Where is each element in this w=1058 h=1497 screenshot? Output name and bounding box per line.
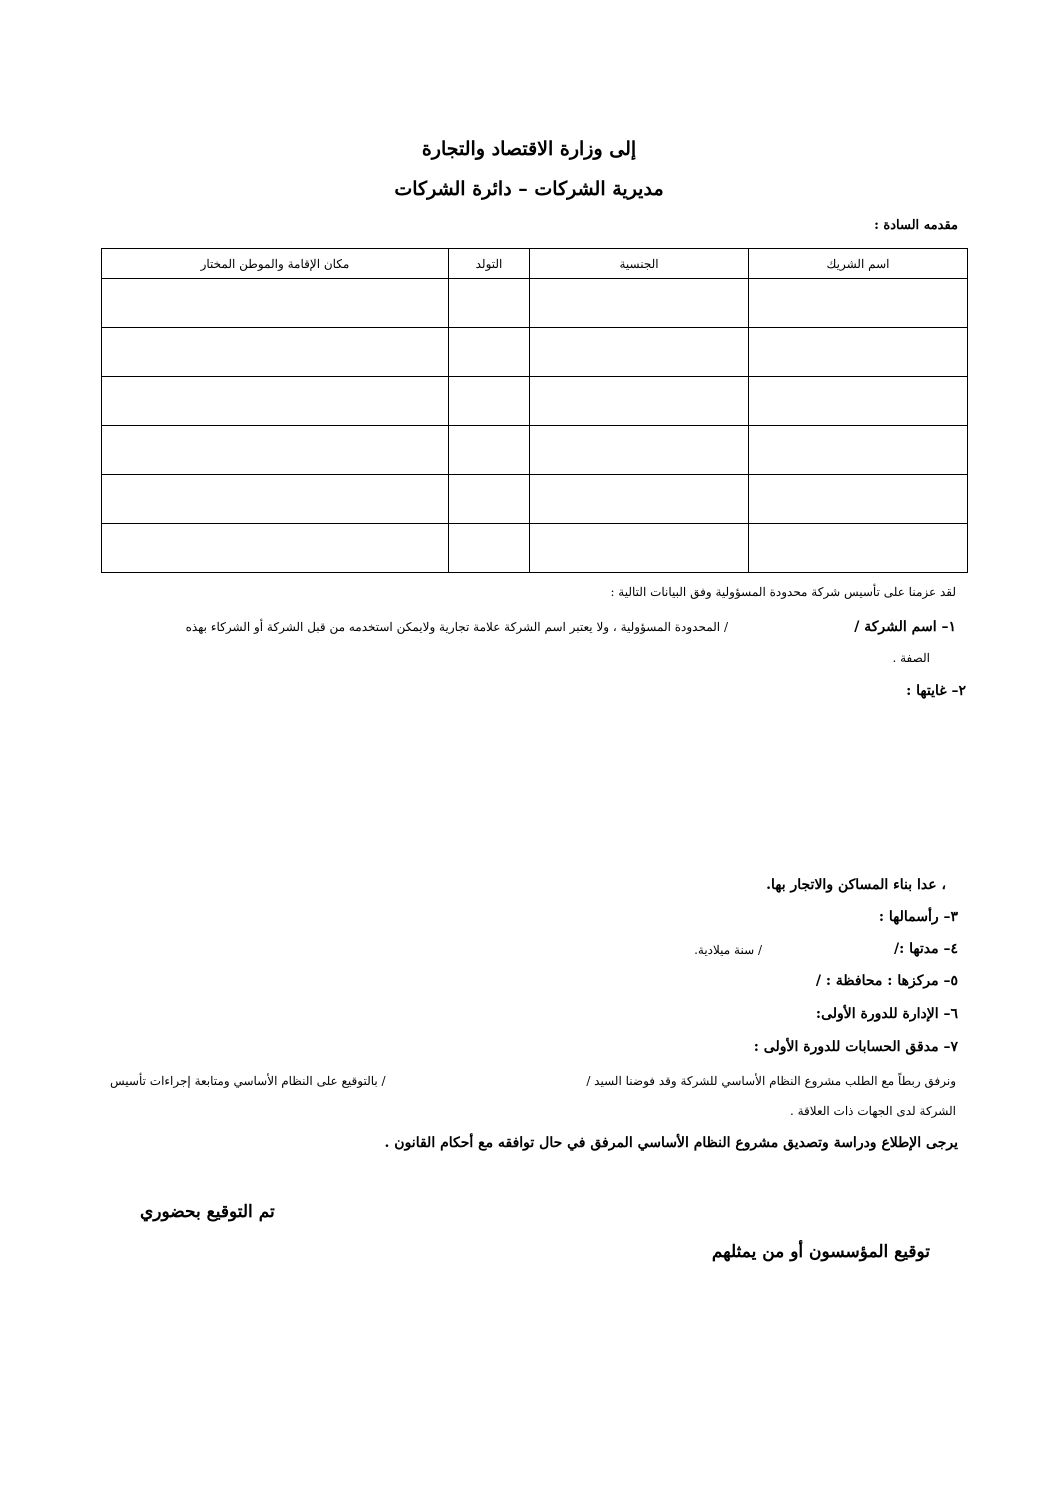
partners-table	[101, 248, 968, 573]
item6-label: ٦– الإدارة للدورة الأولى:	[815, 1006, 958, 1022]
attach-continuation: الشركة لدى الجهات ذات العلاقة .	[789, 1104, 956, 1118]
header-nationality: الجنسية	[530, 249, 749, 279]
table-cell[interactable]	[449, 426, 530, 475]
table-cell[interactable]	[530, 475, 749, 524]
applicants-label: مقدمه السادة :	[874, 218, 958, 233]
table-cell[interactable]	[449, 377, 530, 426]
table-header-row	[102, 249, 968, 279]
item2-tail: ، عدا بناء المساكن والاتجار بها.	[766, 877, 946, 893]
header-line-2: مديرية الشركات – دائرة الشركات	[394, 178, 664, 200]
item4-label: ٤– مدتها :/	[893, 941, 958, 957]
table-row	[102, 475, 968, 524]
request-text: يرجى الإطلاع ودراسة وتصديق مشروع النظام الأساسي المرفق في حال توافقه مع أحكام القانون .	[384, 1135, 958, 1151]
table-row	[102, 328, 968, 377]
table-cell[interactable]	[449, 475, 530, 524]
table-cell[interactable]	[530, 279, 749, 328]
item7-label: ٧– مدقق الحسابات للدورة الأولى :	[753, 1039, 958, 1055]
table-cell[interactable]	[530, 426, 749, 475]
table-cell[interactable]	[749, 524, 968, 573]
founders-signature-label: توقيع المؤسسون أو من يمثلهم	[711, 1242, 930, 1262]
header-partner-name: اسم الشريك	[749, 249, 968, 279]
table-cell[interactable]	[449, 328, 530, 377]
item1-text: / المحدودة المسؤولية ، ولا يعتبر اسم الشركة علامة تجارية ولايمكن استخدمه من قبل الشركة أو الشركاء بهذه	[185, 620, 728, 634]
table-cell[interactable]	[749, 328, 968, 377]
attach-text-1: ونرفق ربطاً مع الطلب مشروع النظام الأساسي للشركة وقد فوضنا السيد /	[586, 1074, 956, 1088]
table-cell[interactable]	[102, 279, 449, 328]
table-cell[interactable]	[530, 328, 749, 377]
attach-text-2: / بالتوقيع على النظام الأساسي ومتابعة إجراءات تأسيس	[110, 1074, 386, 1088]
table-cell[interactable]	[449, 279, 530, 328]
header-residence: مكان الإقامة والموطن المختار	[102, 249, 449, 279]
table-cell[interactable]	[749, 279, 968, 328]
table-cell[interactable]	[102, 328, 449, 377]
table-cell[interactable]	[749, 377, 968, 426]
item2-label: ٢– غايتها :	[906, 683, 966, 699]
table-cell[interactable]	[449, 524, 530, 573]
table-row	[102, 426, 968, 475]
signed-presence-label: تم التوقيع بحضوري	[140, 1202, 275, 1222]
table-cell[interactable]	[102, 426, 449, 475]
table-cell[interactable]	[530, 377, 749, 426]
table-cell[interactable]	[102, 475, 449, 524]
item5-label: ٥– مركزها : محافظة : /	[815, 973, 958, 989]
item4-text: / سنة ميلادية.	[694, 943, 762, 957]
table-row	[102, 524, 968, 573]
item3-label: ٣– رأسمالها :	[878, 909, 958, 925]
item1-label: ١– اسم الشركة /	[854, 619, 956, 635]
intro-text: لقد عزمنا على تأسيس شركة محدودة المسؤولية وفق البيانات التالية :	[610, 585, 956, 599]
item1-continuation: الصفة .	[892, 651, 930, 665]
table-cell[interactable]	[530, 524, 749, 573]
table-row	[102, 279, 968, 328]
table-cell[interactable]	[102, 377, 449, 426]
table-row	[102, 377, 968, 426]
table-cell[interactable]	[749, 475, 968, 524]
header-line-1: إلى وزارة الاقتصاد والتجارة	[421, 138, 637, 160]
header-birth: التولد	[449, 249, 530, 279]
table-cell[interactable]	[102, 524, 449, 573]
table-cell[interactable]	[749, 426, 968, 475]
